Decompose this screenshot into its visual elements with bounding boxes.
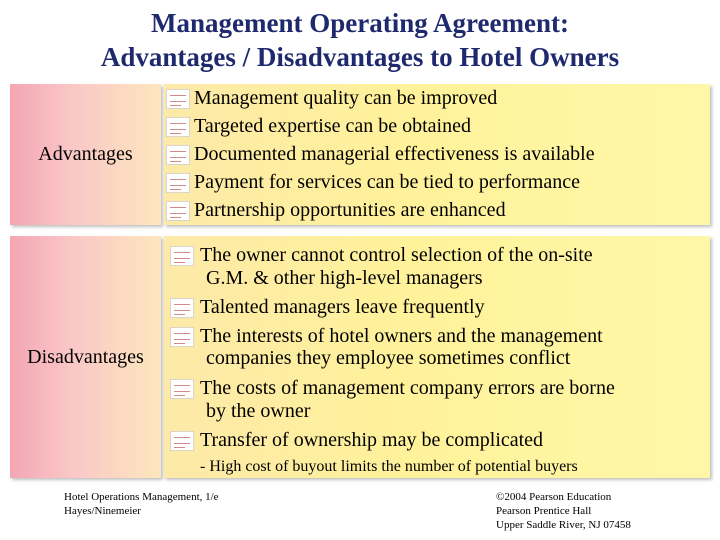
advantages-label: Advantages — [38, 143, 133, 165]
disadvantage-item-continuation: by the owner — [206, 400, 311, 422]
slide-title — [0, 6, 720, 74]
bullet-icon — [166, 117, 190, 137]
bullet-icon — [170, 379, 194, 399]
footer-copyright: ©2004 Pearson Education — [496, 491, 612, 503]
disadvantage-sub-item: - High cost of buyout limits the number of potential buyers — [200, 458, 578, 475]
bullet-icon — [166, 173, 190, 193]
bullet-icon — [170, 298, 194, 318]
bullet-icon — [170, 246, 194, 266]
disadvantage-item-continuation: companies they employee sometimes conflict — [206, 347, 571, 369]
advantages-label-box — [10, 84, 161, 225]
footer-authors: Hayes/Ninemeier — [64, 505, 141, 517]
disadvantages-label-box — [10, 236, 161, 478]
footer-book-title: Hotel Operations Management, 1/e — [64, 491, 219, 503]
disadvantages-list: The owner cannot control selection of the on-site G.M. & other high-level managers Talented managers leave frequently The interests of hotel owners and the management companies they employee sometimes conflict The costs of management company errors are borne by the owner Transfer of ownership may be complicated - High cost of buyout limits the number of potential buyers — [164, 236, 710, 478]
advantages-list: Management quality can be improved Targeted expertise can be obtained Documented managerial effectiveness is available Payment for services can be tied to performance Partnership opportunities are enhanced — [164, 84, 710, 225]
disadvantages-label: Disadvantages — [27, 345, 144, 368]
bullet-icon — [170, 327, 194, 347]
footer-right — [496, 490, 631, 532]
title-line-2: Advantages / Disadvantages to Hotel Owners — [100, 42, 620, 72]
bullet-icon — [166, 201, 190, 221]
bullet-icon — [166, 89, 190, 109]
footer-address: Upper Saddle River, NJ 07458 — [496, 519, 631, 531]
footer-publisher: Pearson Prentice Hall — [496, 505, 592, 517]
title-line-1: Management Operating Agreement: — [151, 8, 569, 38]
bullet-icon — [170, 431, 194, 451]
footer-left — [64, 490, 219, 518]
disadvantage-item-continuation: G.M. & other high-level managers — [206, 267, 483, 289]
bullet-icon — [166, 145, 190, 165]
